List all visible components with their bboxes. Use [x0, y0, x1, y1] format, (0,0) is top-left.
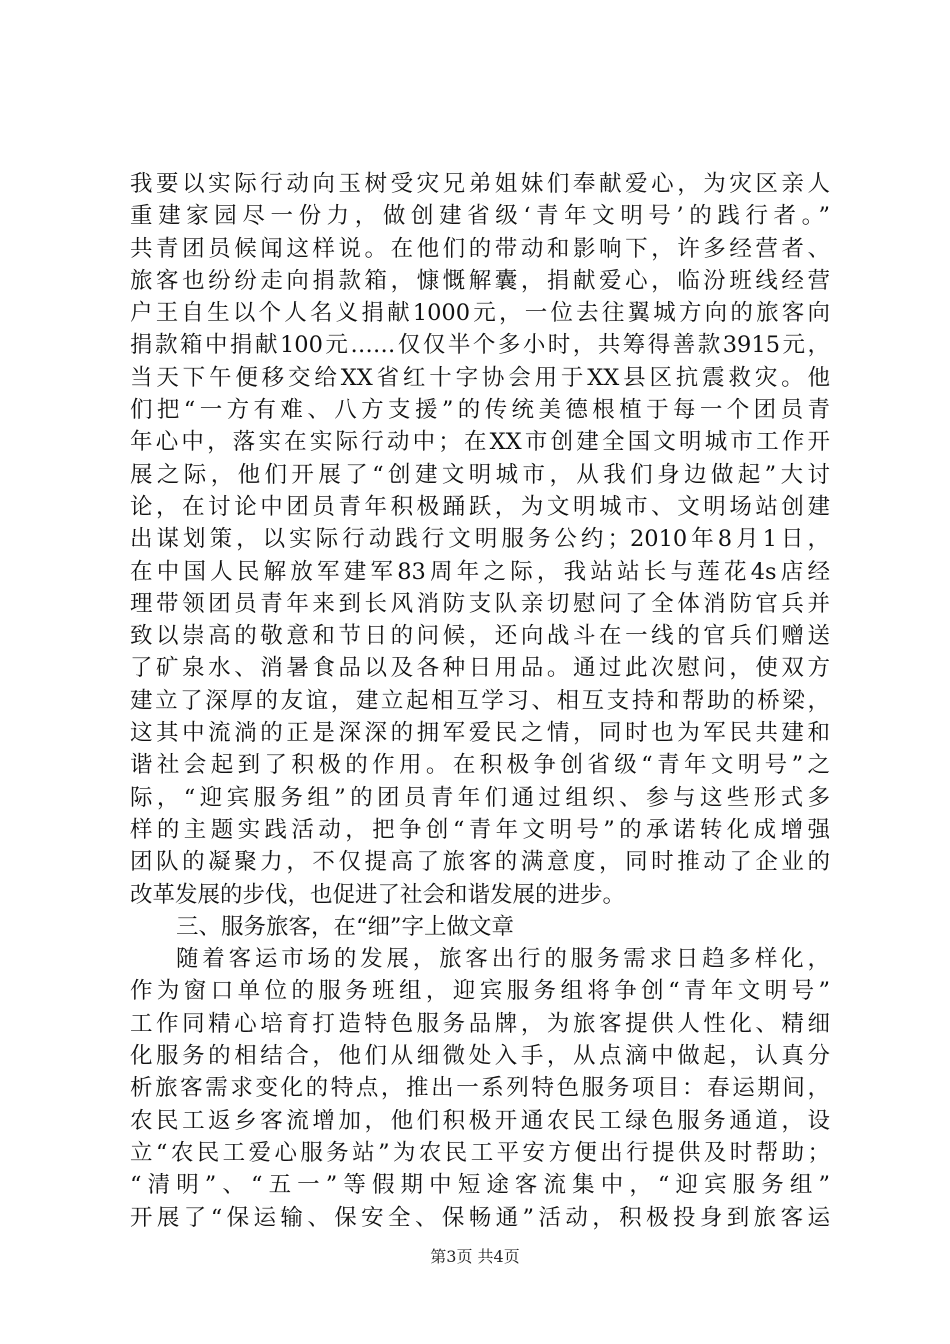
- text-line: 作为窗口单位的服务班组，迎宾服务组将争创“青年文明号”: [130, 978, 830, 1005]
- paragraph-end-line: 改革发展的步伐，也促进了社会和谐发展的进步。: [130, 881, 626, 908]
- text-line: 理带领团员青年来到长风消防支队亲切慰问了全体消防官兵并: [130, 590, 830, 617]
- text-line: 们把“一方有难、八方支援”的传统美德根植于每一个团员青: [130, 397, 830, 424]
- text-line: 农民工返乡客流增加，他们积极开通农民工绿色服务通道，设: [130, 1107, 830, 1134]
- text-line: 重建家园尽一份力，做创建省级‘青年文明号’的践行者。”: [130, 203, 830, 230]
- text-line: 在中国人民解放军建军83周年之际，我站站长与莲花4s店经: [130, 558, 830, 585]
- text-line: 年心中，落实在实际行动中；在XX市创建全国文明城市工作开: [130, 429, 830, 456]
- text-line: 旅客也纷纷走向捐款箱，慷慨解囊，捐献爱心，临汾班线经营: [130, 267, 830, 294]
- text-line: 这其中流淌的正是深深的拥军爱民之情，同时也为军民共建和: [130, 720, 830, 747]
- text-line: 我要以实际行动向玉树受灾兄弟姐妹们奉献爱心，为灾区亲人: [130, 171, 830, 197]
- text-line: 户王自生以个人名义捐献1000元，一位去往翼城方向的旅客向: [130, 300, 830, 327]
- text-line: 建立了深厚的友谊，建立起相互学习、相互支持和帮助的桥梁，: [130, 687, 830, 714]
- section-heading: 三、服务旅客，在“细”字上做文章: [176, 913, 515, 940]
- text-line: 化服务的相结合，他们从细微处入手，从点滴中做起，认真分: [130, 1043, 830, 1070]
- text-line: 谐社会起到了积极的作用。在积极争创省级“青年文明号”之: [130, 752, 830, 779]
- text-line: 论，在讨论中团员青年积极踊跃，为文明城市、文明场站创建: [130, 493, 830, 520]
- text-line: 开展了“保运输、保安全、保畅通”活动，积极投身到旅客运: [130, 1204, 830, 1231]
- text-line: 析旅客需求变化的特点，推出一系列特色服务项目：春运期间，: [130, 1075, 830, 1102]
- text-line: “清明”、“五一”等假期中短途客流集中，“迎宾服务组”: [130, 1172, 830, 1199]
- text-line: 团队的凝聚力，不仅提高了旅客的满意度，同时推动了企业的: [130, 849, 830, 876]
- page-footer: [0, 1244, 950, 1267]
- text-line: 共青团员候闻这样说。在他们的带动和影响下，许多经营者、: [130, 235, 830, 262]
- text-line: 了矿泉水、消暑食品以及各种日用品。通过此次慰问，使双方: [130, 655, 830, 682]
- document-body: [130, 168, 830, 1234]
- text-line: 致以崇高的敬意和节日的问候，还向战斗在一线的官兵们赠送: [130, 623, 830, 650]
- text-line: 际，“迎宾服务组”的团员青年们通过组织、参与这些形式多: [130, 784, 830, 811]
- paragraph-first-line: 随着客运市场的发展，旅客出行的服务需求日趋多样化，: [176, 946, 830, 973]
- text-line: 立“农民工爱心服务站”为农民工平安方便出行提供及时帮助；: [130, 1139, 830, 1166]
- text-line: 当天下午便移交给XX省红十字协会用于XX县区抗震救灾。他: [130, 364, 830, 391]
- text-line: 展之际，他们开展了“创建文明城市，从我们身边做起”大讨: [130, 461, 830, 488]
- text-line: 捐款箱中捐献100元……仅仅半个多小时，共筹得善款3915元，: [130, 332, 830, 359]
- page-number-label: 第3页 共4页: [430, 1247, 520, 1266]
- text-line: 出谋划策，以实际行动践行文明服务公约；2010年8月1日，: [130, 526, 830, 553]
- text-line: 工作同精心培育打造特色服务品牌，为旅客提供人性化、精细: [130, 1010, 830, 1037]
- text-line: 样的主题实践活动，把争创“青年文明号”的承诺转化成增强: [130, 816, 830, 843]
